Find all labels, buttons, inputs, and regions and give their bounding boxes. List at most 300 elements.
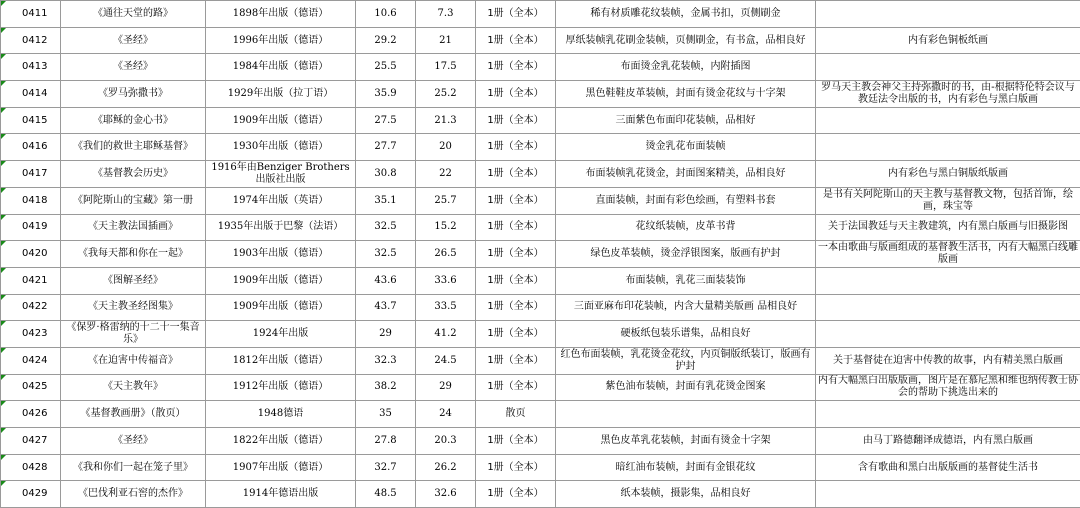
volumes-cell[interactable]	[476, 401, 556, 428]
volumes-text: 1册（全本）	[487, 461, 544, 473]
notes-cell[interactable]	[816, 321, 1080, 348]
height-cm-cell[interactable]	[356, 428, 416, 455]
notes-text: 一本由歌曲与版画组成的基督教生活书，内有大幅黑白线雕版画	[818, 242, 1078, 266]
book-title-cell[interactable]	[61, 321, 206, 348]
volumes-text: 1册（全本）	[487, 381, 544, 393]
notes-cell[interactable]	[816, 187, 1080, 214]
book-title-cell[interactable]	[61, 454, 206, 481]
book-title-text: 《我每天都和你在一起》	[78, 248, 188, 260]
width-cm-cell[interactable]	[416, 27, 476, 54]
volumes-cell[interactable]	[476, 428, 556, 455]
table-row[interactable]	[1, 54, 1080, 81]
binding-description-cell[interactable]	[556, 401, 816, 428]
height-cm-cell[interactable]	[356, 294, 416, 321]
width-cm-text: 32.6	[434, 488, 457, 500]
lot-number-text: 0413	[22, 61, 48, 73]
lot-number-cell[interactable]	[1, 267, 61, 294]
lot-number-text: 0418	[22, 194, 48, 206]
book-title-cell[interactable]	[61, 161, 206, 188]
book-title-cell[interactable]	[61, 294, 206, 321]
notes-cell[interactable]	[816, 401, 1080, 428]
notes-text: 关于法国教廷与天主教建筑，内有黑白版画与旧摄影图	[828, 221, 1068, 233]
height-cm-cell[interactable]	[356, 374, 416, 401]
volumes-cell[interactable]	[476, 214, 556, 241]
edition-text: 1903年出版（德语）	[232, 248, 329, 260]
width-cm-cell[interactable]	[416, 81, 476, 108]
edition-cell[interactable]	[206, 214, 356, 241]
height-cm-text: 25.5	[374, 61, 397, 73]
width-cm-cell[interactable]	[416, 267, 476, 294]
lot-number-text: 0429	[22, 488, 48, 500]
book-title-cell[interactable]	[61, 107, 206, 134]
volumes-text: 1册（全本）	[487, 141, 544, 153]
volumes-cell[interactable]	[476, 81, 556, 108]
lot-number-cell[interactable]	[1, 321, 61, 348]
notes-cell[interactable]	[816, 134, 1080, 161]
binding-description-text: 绿色皮革装帧，烫金浮银图案，版画有护封	[590, 248, 781, 260]
binding-description-cell[interactable]	[556, 241, 816, 268]
lot-number-cell[interactable]	[1, 161, 61, 188]
width-cm-cell[interactable]	[416, 54, 476, 81]
width-cm-text: 33.6	[434, 274, 457, 286]
edition-cell[interactable]	[206, 1, 356, 28]
lot-number-text: 0427	[22, 434, 48, 446]
table-row[interactable]	[1, 1, 1080, 28]
comment-flag-icon	[1, 215, 6, 220]
volumes-cell[interactable]	[476, 1, 556, 28]
edition-text: 1914年德语出版	[242, 488, 319, 500]
comment-flag-icon	[1, 1, 6, 6]
volumes-cell[interactable]	[476, 54, 556, 81]
width-cm-text: 26.5	[434, 248, 457, 260]
table-row[interactable]	[1, 81, 1080, 108]
binding-description-cell[interactable]	[556, 27, 816, 54]
book-title-cell[interactable]	[61, 214, 206, 241]
width-cm-cell[interactable]	[416, 321, 476, 348]
notes-cell[interactable]	[816, 241, 1080, 268]
book-title-text: 《基督教会历史》	[93, 167, 173, 179]
edition-text: 1822年出版（德语）	[232, 434, 329, 446]
edition-cell[interactable]	[206, 347, 356, 374]
book-title-cell[interactable]	[61, 267, 206, 294]
book-title-cell[interactable]	[61, 428, 206, 455]
binding-description-cell[interactable]	[556, 187, 816, 214]
comment-flag-icon	[1, 81, 6, 86]
height-cm-cell[interactable]	[356, 27, 416, 54]
book-title-cell[interactable]	[61, 81, 206, 108]
edition-cell[interactable]	[206, 161, 356, 188]
notes-text: 由马丁路德翻译成德语，内有黑白版画	[863, 434, 1033, 446]
edition-cell[interactable]	[206, 134, 356, 161]
book-title-text: 《保罗·格雷纳的十二十一集音乐》	[66, 322, 200, 346]
edition-text: 1996年出版（德语）	[232, 34, 329, 46]
notes-text: 关于基督徒在迫害中传教的故事，内有精美黑白版画	[833, 354, 1063, 366]
comment-flag-icon	[1, 241, 6, 246]
volumes-text: 1册（全本）	[487, 7, 544, 19]
edition-cell[interactable]	[206, 294, 356, 321]
lot-number-cell[interactable]	[1, 1, 61, 28]
edition-cell[interactable]	[206, 454, 356, 481]
binding-description-cell[interactable]	[556, 107, 816, 134]
width-cm-text: 21	[439, 34, 452, 46]
binding-description-text: 稀有材质雕花纹装帧，金属书扣，页侧刷金	[590, 7, 781, 19]
volumes-text: 1册（全本）	[487, 61, 544, 73]
height-cm-text: 29	[379, 328, 392, 340]
width-cm-text: 21.3	[434, 114, 457, 126]
width-cm-text: 26.2	[434, 461, 457, 473]
edition-text: 1909年出版（德语）	[232, 114, 329, 126]
lot-number-text: 0423	[22, 328, 48, 340]
volumes-text: 1册（全本）	[487, 34, 544, 46]
width-cm-text: 7.3	[437, 7, 454, 19]
height-cm-cell[interactable]	[356, 454, 416, 481]
volumes-cell[interactable]	[476, 187, 556, 214]
book-title-text: 《圣经》	[113, 61, 153, 73]
book-title-text: 《阿陀斯山的宝藏》第一册	[73, 194, 193, 206]
width-cm-cell[interactable]	[416, 347, 476, 374]
lot-number-text: 0425	[22, 381, 48, 393]
lot-number-cell[interactable]	[1, 481, 61, 508]
binding-description-cell[interactable]	[556, 294, 816, 321]
notes-cell[interactable]	[816, 54, 1080, 81]
table-row[interactable]	[1, 481, 1080, 508]
volumes-text: 1册（全本）	[487, 488, 544, 500]
volumes-cell[interactable]	[476, 134, 556, 161]
binding-description-text: 三面紫色布面印花装帧，品相好	[615, 114, 756, 126]
volumes-text: 1册（全本）	[487, 274, 544, 286]
width-cm-cell[interactable]	[416, 481, 476, 508]
binding-description-cell[interactable]	[556, 347, 816, 374]
lot-number-cell[interactable]	[1, 374, 61, 401]
binding-description-cell[interactable]	[556, 1, 816, 28]
notes-cell[interactable]	[816, 267, 1080, 294]
book-title-text: 《图解圣经》	[103, 274, 163, 286]
edition-text: 1912年出版（德语）	[232, 381, 329, 393]
edition-cell[interactable]	[206, 267, 356, 294]
lot-number-cell[interactable]	[1, 454, 61, 481]
height-cm-cell[interactable]	[356, 134, 416, 161]
lot-number-text: 0415	[22, 114, 48, 126]
table-row[interactable]	[1, 27, 1080, 54]
lot-number-cell[interactable]	[1, 81, 61, 108]
book-title-text: 《我们的救世主耶稣基督》	[73, 141, 193, 153]
catalog-rows	[1, 1, 1080, 508]
volumes-cell[interactable]	[476, 27, 556, 54]
table-row[interactable]	[1, 374, 1080, 401]
edition-text: 1924年出版	[252, 328, 309, 340]
height-cm-text: 43.7	[374, 301, 397, 313]
lot-number-cell[interactable]	[1, 241, 61, 268]
binding-description-cell[interactable]	[556, 428, 816, 455]
height-cm-text: 27.7	[374, 141, 397, 153]
height-cm-cell[interactable]	[356, 107, 416, 134]
height-cm-cell[interactable]	[356, 347, 416, 374]
comment-flag-icon	[1, 161, 6, 166]
book-title-cell[interactable]	[61, 187, 206, 214]
book-title-cell[interactable]	[61, 374, 206, 401]
lot-number-cell[interactable]	[1, 428, 61, 455]
edition-cell[interactable]	[206, 374, 356, 401]
edition-text: 1935年出版于巴黎（法语）	[217, 221, 344, 233]
binding-description-cell[interactable]	[556, 81, 816, 108]
volumes-text: 1册（全本）	[487, 354, 544, 366]
width-cm-cell[interactable]	[416, 374, 476, 401]
book-title-cell[interactable]	[61, 27, 206, 54]
book-title-text: 《天主教圣经图集》	[88, 301, 178, 313]
book-title-text: 《天主教年》	[103, 381, 163, 393]
width-cm-cell[interactable]	[416, 214, 476, 241]
binding-description-text: 布面装帧，乳花三面装装饰	[625, 274, 746, 286]
table-row[interactable]	[1, 321, 1080, 348]
book-title-cell[interactable]	[61, 54, 206, 81]
lot-number-cell[interactable]	[1, 347, 61, 374]
lot-number-text: 0424	[22, 354, 48, 366]
notes-cell[interactable]	[816, 161, 1080, 188]
width-cm-text: 41.2	[434, 328, 457, 340]
table-row[interactable]	[1, 161, 1080, 188]
volumes-text: 1册（全本）	[487, 248, 544, 260]
book-title-text: 《圣经》	[113, 34, 153, 46]
lot-number-text: 0414	[22, 87, 48, 99]
binding-description-text: 暗红油布装帧，封面有金银花纹	[615, 461, 756, 473]
notes-text: 内有大幅黑白出版版画，图片是在慕尼黑和维也纳传教士协会的帮助下挑选出来的	[818, 375, 1078, 399]
width-cm-cell[interactable]	[416, 241, 476, 268]
width-cm-cell[interactable]	[416, 107, 476, 134]
height-cm-cell[interactable]	[356, 267, 416, 294]
comment-flag-icon	[1, 401, 6, 406]
book-title-cell[interactable]	[61, 347, 206, 374]
table-row[interactable]	[1, 267, 1080, 294]
width-cm-text: 15.2	[434, 221, 457, 233]
height-cm-cell[interactable]	[356, 214, 416, 241]
volumes-text: 1册（全本）	[487, 87, 544, 99]
binding-description-text: 布面烫金乳花装帧，内附插图	[620, 61, 751, 73]
volumes-cell[interactable]	[476, 321, 556, 348]
lot-number-cell[interactable]	[1, 107, 61, 134]
binding-description-text: 三面亚麻布印花装帧，内含大量精美版画 品相良好	[573, 301, 798, 313]
notes-cell[interactable]	[816, 428, 1080, 455]
book-title-cell[interactable]	[61, 241, 206, 268]
notes-cell[interactable]	[816, 374, 1080, 401]
width-cm-cell[interactable]	[416, 454, 476, 481]
width-cm-cell[interactable]	[416, 428, 476, 455]
notes-cell[interactable]	[816, 107, 1080, 134]
lot-number-cell[interactable]	[1, 27, 61, 54]
height-cm-cell[interactable]	[356, 161, 416, 188]
notes-cell[interactable]	[816, 214, 1080, 241]
comment-flag-icon	[1, 428, 6, 433]
binding-description-cell[interactable]	[556, 321, 816, 348]
width-cm-text: 20.3	[434, 434, 457, 446]
edition-text: 1974年出版（英语）	[232, 194, 329, 206]
width-cm-cell[interactable]	[416, 134, 476, 161]
edition-cell[interactable]	[206, 27, 356, 54]
edition-cell[interactable]	[206, 481, 356, 508]
comment-flag-icon	[1, 321, 6, 326]
comment-flag-icon	[1, 188, 6, 193]
height-cm-cell[interactable]	[356, 241, 416, 268]
lot-number-cell[interactable]	[1, 54, 61, 81]
volumes-cell[interactable]	[476, 481, 556, 508]
height-cm-text: 27.8	[374, 434, 397, 446]
edition-text: 1812年出版（德语）	[232, 354, 329, 366]
height-cm-cell[interactable]	[356, 81, 416, 108]
notes-text: 内有彩色铜板纸画	[908, 34, 988, 46]
binding-description-text: 厚纸装帧乳花刷金装帧，页侧刷金，有书盒，品相良好	[565, 34, 806, 46]
lot-number-text: 0416	[22, 141, 48, 153]
comment-flag-icon	[1, 375, 6, 380]
table-row[interactable]	[1, 107, 1080, 134]
book-title-cell[interactable]	[61, 481, 206, 508]
notes-text: 内有彩色与黑白铜版纸版画	[888, 167, 1008, 179]
notes-cell[interactable]	[816, 294, 1080, 321]
book-title-cell[interactable]	[61, 1, 206, 28]
table-row[interactable]	[1, 134, 1080, 161]
table-row[interactable]	[1, 401, 1080, 428]
comment-flag-icon	[1, 295, 6, 300]
height-cm-cell[interactable]	[356, 401, 416, 428]
height-cm-text: 27.5	[374, 114, 397, 126]
binding-description-text: 硬板纸包装乐谱集，品相良好	[620, 328, 751, 340]
edition-text: 1948德语	[257, 408, 304, 420]
height-cm-cell[interactable]	[356, 481, 416, 508]
width-cm-cell[interactable]	[416, 187, 476, 214]
edition-cell[interactable]	[206, 428, 356, 455]
width-cm-cell[interactable]	[416, 1, 476, 28]
notes-cell[interactable]	[816, 81, 1080, 108]
notes-cell[interactable]	[816, 1, 1080, 28]
volumes-cell[interactable]	[476, 347, 556, 374]
notes-cell[interactable]	[816, 454, 1080, 481]
height-cm-text: 43.6	[374, 274, 397, 286]
edition-cell[interactable]	[206, 187, 356, 214]
book-title-text: 《我和你们一起在笼子里》	[73, 461, 193, 473]
binding-description-text: 花纹纸装帧，皮革书背	[635, 221, 736, 233]
lot-number-cell[interactable]	[1, 187, 61, 214]
table-row[interactable]	[1, 294, 1080, 321]
volumes-cell[interactable]	[476, 241, 556, 268]
width-cm-cell[interactable]	[416, 294, 476, 321]
book-title-text: 《通往天堂的路》	[93, 7, 173, 19]
lot-number-text: 0417	[22, 167, 48, 179]
volumes-cell[interactable]	[476, 161, 556, 188]
binding-description-cell[interactable]	[556, 161, 816, 188]
height-cm-cell[interactable]	[356, 1, 416, 28]
width-cm-text: 29	[439, 381, 452, 393]
volumes-text: 1册（全本）	[487, 434, 544, 446]
width-cm-text: 24	[439, 408, 452, 420]
volumes-cell[interactable]	[476, 294, 556, 321]
notes-cell[interactable]	[816, 481, 1080, 508]
height-cm-cell[interactable]	[356, 187, 416, 214]
comment-flag-icon	[1, 455, 6, 460]
volumes-text: 1册（全本）	[487, 221, 544, 233]
notes-cell[interactable]	[816, 27, 1080, 54]
book-title-text: 《圣经》	[113, 434, 153, 446]
book-title-cell[interactable]	[61, 401, 206, 428]
width-cm-cell[interactable]	[416, 161, 476, 188]
table-row[interactable]	[1, 214, 1080, 241]
table-row[interactable]	[1, 241, 1080, 268]
binding-description-text: 直面装帧，封面有彩色绘画，有塑料书套	[595, 194, 776, 206]
binding-description-text: 红色布面装帧，乳花烫金花纹，内页铜版纸装订，版画有护封	[560, 348, 811, 372]
comment-flag-icon	[1, 28, 6, 33]
lot-number-cell[interactable]	[1, 401, 61, 428]
binding-description-cell[interactable]	[556, 481, 816, 508]
comment-flag-icon	[1, 348, 6, 353]
lot-number-cell[interactable]	[1, 294, 61, 321]
binding-description-cell[interactable]	[556, 134, 816, 161]
binding-description-text: 黑色皮革乳花装帧，封面有烫金十字架	[600, 434, 771, 446]
volumes-cell[interactable]	[476, 454, 556, 481]
binding-description-text: 烫金乳花布面装帧	[645, 141, 726, 153]
height-cm-cell[interactable]	[356, 54, 416, 81]
table-row[interactable]	[1, 187, 1080, 214]
edition-text: 1907年出版（德语）	[232, 461, 329, 473]
book-title-text: 《耶稣的金心书》	[93, 114, 173, 126]
edition-text: 1984年出版（德语）	[232, 61, 329, 73]
table-row[interactable]	[1, 347, 1080, 374]
book-title-text: 《基督教画册》（散页）	[80, 408, 186, 420]
volumes-cell[interactable]	[476, 374, 556, 401]
volumes-text: 1册（全本）	[487, 194, 544, 206]
edition-cell[interactable]	[206, 54, 356, 81]
notes-text: 罗马天主教会神父主持弥撒时的书，由-根据特伦特会议与教廷法令出版的书，内有彩色与黑白版画	[821, 81, 1075, 105]
lot-number-text: 0412	[22, 34, 48, 46]
edition-cell[interactable]	[206, 321, 356, 348]
binding-description-cell[interactable]	[556, 454, 816, 481]
binding-description-text: 紫色油布装帧，封面有乳花烫金图案	[605, 381, 766, 393]
volumes-cell[interactable]	[476, 107, 556, 134]
edition-cell[interactable]	[206, 107, 356, 134]
notes-text: 含有歌曲和黑白出版版画的基督徒生活书	[858, 461, 1038, 473]
table-row[interactable]	[1, 454, 1080, 481]
binding-description-cell[interactable]	[556, 214, 816, 241]
binding-description-cell[interactable]	[556, 267, 816, 294]
height-cm-text: 10.6	[374, 7, 397, 19]
lot-number-text: 0428	[22, 461, 48, 473]
table-row[interactable]	[1, 428, 1080, 455]
comment-flag-icon	[1, 108, 6, 113]
book-title-cell[interactable]	[61, 134, 206, 161]
lot-number-text: 0422	[22, 301, 48, 313]
width-cm-text: 25.2	[434, 87, 457, 99]
lot-number-cell[interactable]	[1, 134, 61, 161]
width-cm-cell[interactable]	[416, 401, 476, 428]
height-cm-text: 35.9	[374, 87, 397, 99]
width-cm-text: 33.5	[434, 301, 457, 313]
notes-cell[interactable]	[816, 347, 1080, 374]
width-cm-text: 25.7	[434, 194, 457, 206]
volumes-cell[interactable]	[476, 267, 556, 294]
edition-text: 1916年由Benziger Brothers出版社出版	[211, 161, 350, 185]
lot-number-text: 0411	[22, 7, 48, 19]
binding-description-text: 黑色鞋鞋皮革装帧，封面有烫金花纹与十字架	[585, 87, 786, 99]
comment-flag-icon	[1, 481, 6, 486]
edition-cell[interactable]	[206, 401, 356, 428]
edition-cell[interactable]	[206, 81, 356, 108]
height-cm-cell[interactable]	[356, 321, 416, 348]
edition-cell[interactable]	[206, 241, 356, 268]
lot-number-cell[interactable]	[1, 214, 61, 241]
width-cm-text: 17.5	[434, 61, 457, 73]
height-cm-text: 32.5	[374, 221, 397, 233]
binding-description-cell[interactable]	[556, 54, 816, 81]
edition-text: 1929年出版（拉丁语）	[227, 87, 334, 99]
edition-text: 1930年出版（德语）	[232, 141, 329, 153]
lot-number-text: 0426	[22, 408, 48, 420]
binding-description-cell[interactable]	[556, 374, 816, 401]
